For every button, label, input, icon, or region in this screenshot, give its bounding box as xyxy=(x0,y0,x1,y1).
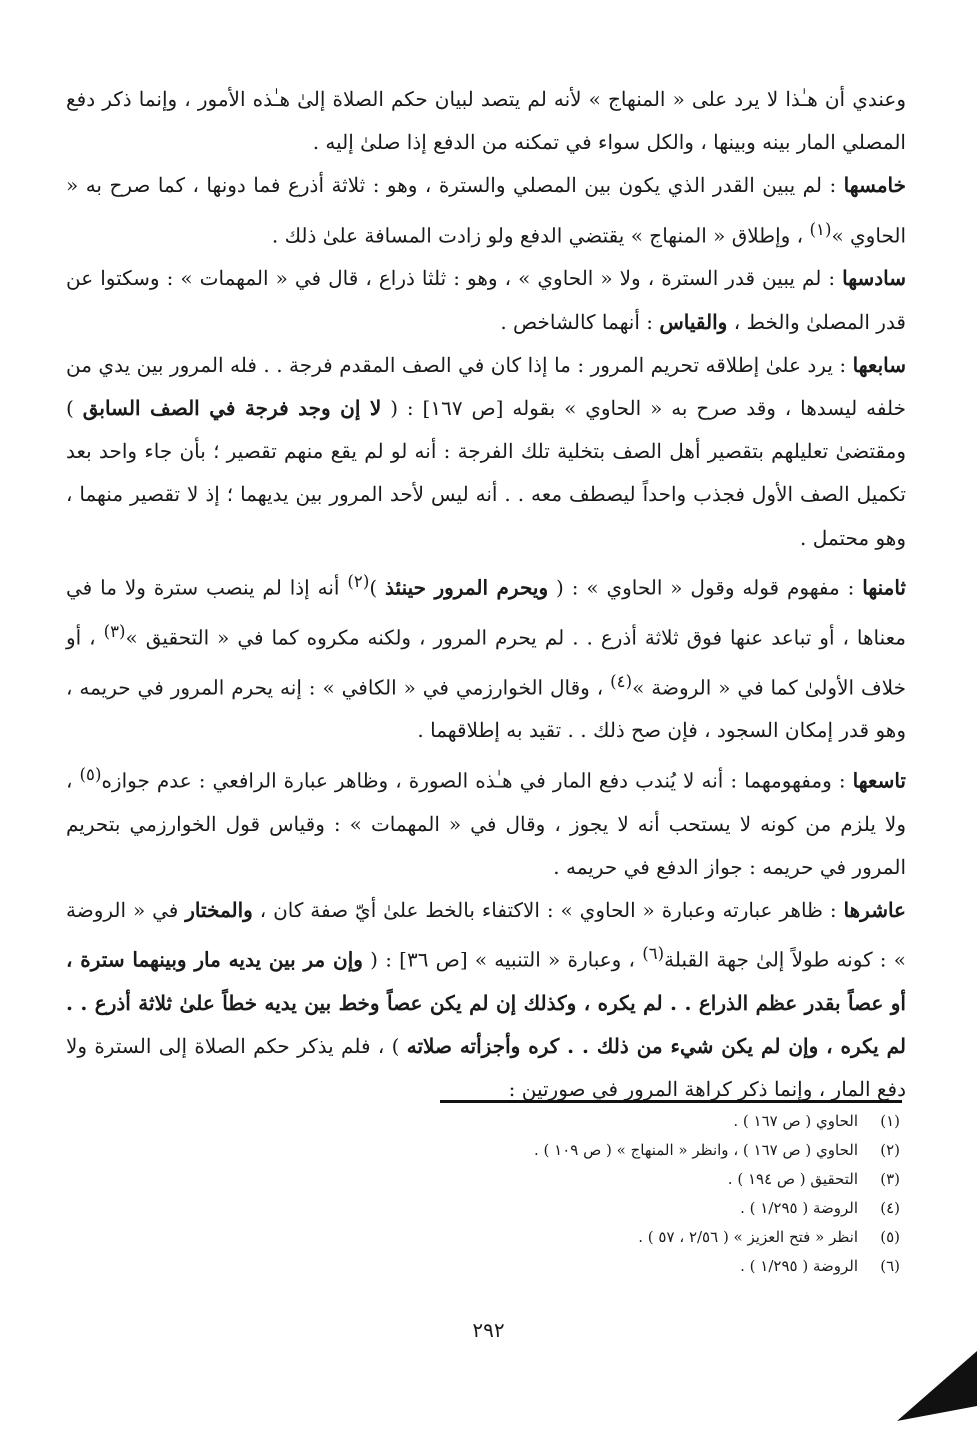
footnote-ref[interactable]: (٦) xyxy=(642,944,665,964)
bold-quote: لا إن وجد فرجة في الصف السابق xyxy=(82,396,382,421)
paragraph-text: : لم يبين قدر السترة ، ولا « الحاوي » ، وهو : ثلثا ذراع ، قال في « المهمات » : وسكتوا عن قدر المصلىٰ والخط ، xyxy=(66,266,906,334)
footnote-text: الحاوي ( ص ١٦٧ ) ، وانظر « المنهاج » ( ص ١٠٩ ) . xyxy=(534,1141,858,1159)
footnote-ref[interactable]: (٥) xyxy=(79,764,102,784)
main-text xyxy=(66,78,906,1112)
bold-term: والمختار xyxy=(185,897,253,922)
footnote-text: انظر « فتح العزيز » ( ٢/٥٦ ، ٥٧ ) . xyxy=(638,1228,858,1246)
paragraph-heading: عاشرها xyxy=(843,897,906,922)
paragraph-heading: ثامنها xyxy=(862,575,906,600)
paragraph-text: ) ، فلم يذكر حكم الصلاة إلى السترة ولا دفع المار ، وإنما ذكر كراهة المرور في صورتين : xyxy=(66,1034,906,1102)
footnote-ref[interactable]: (١) xyxy=(809,219,832,239)
paragraph-text: ، أو خلاف الأولىٰ كما في « الروضة » xyxy=(66,625,906,700)
paragraph-text: : مفهوم قوله وقول « الحاوي » : ( xyxy=(548,575,863,600)
paragraph-eighth xyxy=(66,560,906,753)
paragraph-heading: سابعها xyxy=(852,352,906,377)
paragraph-sixth xyxy=(66,257,906,343)
footnote-number: (١) xyxy=(880,1112,900,1130)
footnote-item xyxy=(440,1194,902,1223)
footnote-item xyxy=(440,1252,902,1281)
paragraph-text: : ظاهر عبارته وعبارة « الحاوي » : الاكتفاء بالخط علىٰ أيّ صفة كان ، xyxy=(252,897,844,922)
paragraph-text: : لم يبين القدر الذي يكون بين المصلي والسترة ، وهو : ثلاثة أذرع فما دونها ، كما صرح به « الحاوي » xyxy=(66,173,906,248)
bold-quote: ويحرم المرور حينئذ xyxy=(385,575,549,600)
paragraph-text: ، وقال الخوارزمي في « الكافي » : إنه يحرم المرور في حريمه ، وهو قدر إمكان السجود ، فإن صح ذلك . . تقيد به إطلاقهما . xyxy=(66,675,906,743)
paragraph-text: وعندي أن هـٰذا لا يرد على « المنهاج » لأنه لم يتصد لبيان حكم الصلاة إلىٰ هـٰذه الأمور ، وإنما ذكر دفع المصلي المار بينه وبينها ، والكل سواء في تمكنه من الدفع إذا صلىٰ إليه . xyxy=(66,87,906,155)
page-number: ٢٩٢ xyxy=(472,1318,505,1342)
footnotes-section xyxy=(440,1100,902,1281)
paragraph-heading: سادسها xyxy=(842,266,906,291)
paragraph-text: ، ولا يلزم من كونه لا يستحب أنه لا يجوز ، وقال في « المهمات » : وقياس قول الخوارزمي بتحريم المرور في حريمه : جواز الدفع في حريمه . xyxy=(66,768,906,879)
footnote-text: الحاوي ( ص ١٦٧ ) . xyxy=(733,1112,858,1130)
bold-term: والقياس xyxy=(659,309,728,334)
footnote-list xyxy=(440,1103,902,1281)
paragraph-text: : أنهما كالشاخص . xyxy=(500,309,660,334)
footnote-text: الروضة ( ١/٢٩٥ ) . xyxy=(740,1257,858,1275)
paragraph-seventh xyxy=(66,344,906,560)
paragraph-tenth xyxy=(66,889,906,1112)
footnote-number: (٤) xyxy=(880,1199,900,1217)
footnote-item xyxy=(440,1165,902,1194)
paragraph-text: في « الروضة » : كونه طولاً إلىٰ جهة القبلة xyxy=(66,897,906,972)
footnote-ref[interactable]: (٣) xyxy=(103,621,126,641)
paragraph-ninth xyxy=(66,753,906,889)
paragraph-text: ، وإطلاق « المنهاج » يقتضي الدفع ولو زادت المسافة علىٰ ذلك . xyxy=(271,223,810,248)
paragraph-text: ، وعبارة « التنبيه » [ص ٣٦] : ( xyxy=(362,947,643,972)
footnote-item xyxy=(440,1136,902,1165)
paragraph-text: ) xyxy=(369,575,386,600)
paragraph-intro xyxy=(66,78,906,164)
footnote-ref[interactable]: (٤) xyxy=(610,671,633,691)
paragraph-text: : ومفهومهما : أنه لا يُندب دفع المار في هـٰذه الصورة ، وظاهر عبارة الرافعي : عدم جوازه xyxy=(101,768,853,793)
page-corner-mark xyxy=(897,1351,977,1421)
footnote-text: التحقيق ( ص ١٩٤ ) . xyxy=(727,1170,858,1188)
footnote-number: (٢) xyxy=(880,1141,900,1159)
paragraph-text: ) ومقتضىٰ تعليلهم بتقصير أهل الصف بتخلية تلك الفرجة : أنه لو لم يقع منهم تقصير ؛ بأن جاء واحد بعد تكميل الصف الأول فجذب واحداً ليصطف معه . . أنه ليس لأحد المرور بين يديهما ؛ إذ لا تقصير منهما ، وهو محتمل . xyxy=(66,396,906,550)
footnote-item xyxy=(440,1223,902,1252)
paragraph-heading: خامسها xyxy=(843,173,906,198)
footnote-number: (٦) xyxy=(880,1257,900,1275)
footnote-item xyxy=(440,1107,902,1136)
footnote-ref[interactable]: (٢) xyxy=(347,571,370,591)
footnote-number: (٥) xyxy=(880,1228,900,1246)
paragraph-fifth xyxy=(66,164,906,257)
paragraph-text: : يرد علىٰ إطلاقه تحريم المرور : ما إذا كان في الصف المقدم فرجة . . فله المرور بين يدي من خلفه ليسدها ، وقد صرح به « الحاوي » بقوله [ص ١٦٧] : ( xyxy=(66,352,906,421)
paragraph-heading: تاسعها xyxy=(852,768,906,793)
footnote-number: (٣) xyxy=(880,1170,900,1188)
paragraph-text: أنه إذا لم ينصب سترة ولا ما في معناها ، أو تباعد عنها فوق ثلاثة أذرع . . لم يحرم المرور ، ولكنه مكروه كما في « التحقيق » xyxy=(66,575,907,650)
bold-quote: وإن مر بين يديه مار وبينهما سترة ، أو عصاً بقدر عظم الذراع . . لم يكره ، وكذلك إن لم يكن عصاً وخط بين يديه خطاً علىٰ ثلاثة أذرع . . لم يكره ، وإن لم يكن شيء من ذلك . . كره وأجزأته صلاته xyxy=(66,947,906,1059)
footnote-text: الروضة ( ١/٢٩٥ ) . xyxy=(740,1199,858,1217)
